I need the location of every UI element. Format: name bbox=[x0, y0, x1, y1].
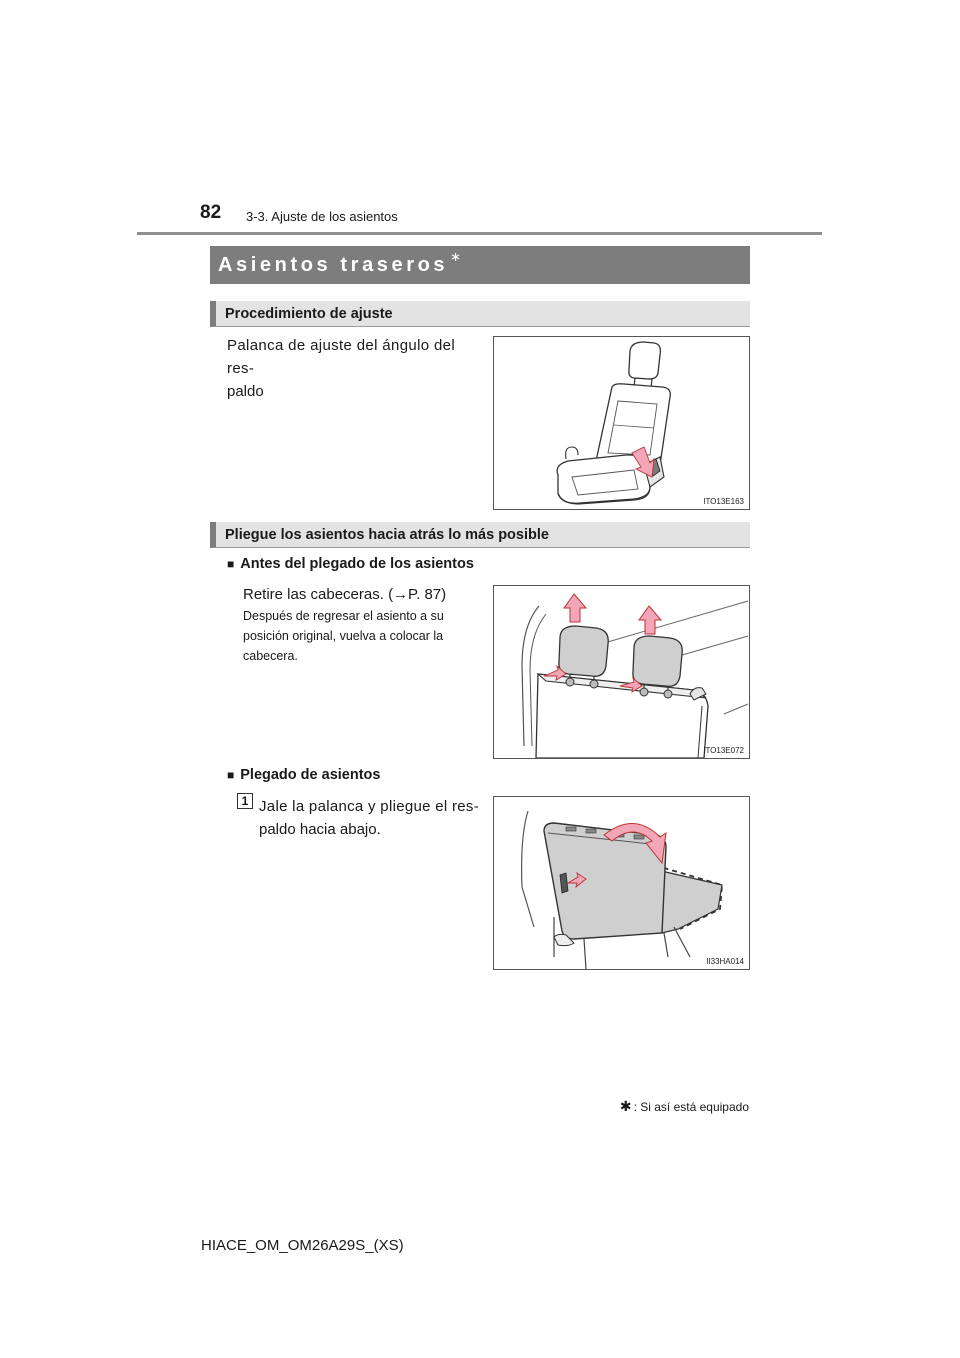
step-line1: Jale la palanca y pliegue el res- bbox=[259, 798, 480, 815]
step-number-badge: 1 bbox=[237, 793, 253, 809]
folding-step-text bbox=[259, 795, 484, 841]
folding-title bbox=[227, 767, 380, 783]
bullet-square-icon: ■ bbox=[227, 557, 235, 571]
figure-seat-recline bbox=[493, 336, 750, 510]
equipped-mark: ∗ bbox=[450, 249, 462, 264]
before-folding-text: Retire las cabeceras. (→P. 87) bbox=[243, 586, 447, 603]
header-rule bbox=[137, 232, 822, 235]
adjust-text-line2: paldo bbox=[227, 383, 264, 400]
page-number: 82 bbox=[200, 202, 222, 223]
seat-recline-illustration bbox=[494, 337, 749, 509]
adjust-text bbox=[227, 334, 477, 403]
footnote bbox=[620, 1098, 749, 1115]
section-title-bar bbox=[210, 246, 750, 284]
step-line2: paldo hacia abajo. bbox=[259, 821, 381, 838]
note-line2: posición original, vuelva a colocar la bbox=[243, 629, 444, 643]
fold-heading bbox=[210, 522, 750, 548]
section-path: 3-3. Ajuste de los asientos bbox=[246, 209, 398, 224]
figure-code: ITO13E072 bbox=[703, 746, 744, 755]
note-line3: cabecera. bbox=[243, 649, 298, 663]
before-folding-note bbox=[243, 606, 483, 666]
asterisk-icon: ✱ bbox=[619, 1098, 632, 1114]
before-folding-title bbox=[227, 556, 474, 572]
note-line1: Después de regresar el asiento a su bbox=[243, 609, 444, 623]
section-title: Asientos traseros bbox=[218, 253, 449, 276]
figure-seat-folding bbox=[493, 796, 750, 970]
figure-headrest-removal bbox=[493, 585, 750, 759]
seat-folding-illustration bbox=[494, 797, 749, 969]
adjust-text-line1: Palanca de ajuste del ángulo del res- bbox=[227, 337, 456, 377]
headrest-removal-illustration bbox=[494, 586, 749, 758]
figure-code: II33HA014 bbox=[706, 957, 744, 966]
folding-title-text: Plegado de asientos bbox=[240, 767, 381, 783]
before-folding-title-text: Antes del plegado de los asientos bbox=[240, 556, 474, 572]
footnote-text: : Si así está equipado bbox=[633, 1099, 749, 1114]
fold-heading-text: Pliegue los asientos hacia atrás lo más posible bbox=[225, 526, 549, 543]
bullet-square-icon: ■ bbox=[227, 768, 235, 782]
figure-code: ITO13E163 bbox=[703, 497, 744, 506]
document-id: HIACE_OM_OM26A29S_(XS) bbox=[201, 1237, 404, 1254]
adjust-heading-text: Procedimiento de ajuste bbox=[225, 305, 393, 322]
adjust-heading bbox=[210, 301, 750, 327]
